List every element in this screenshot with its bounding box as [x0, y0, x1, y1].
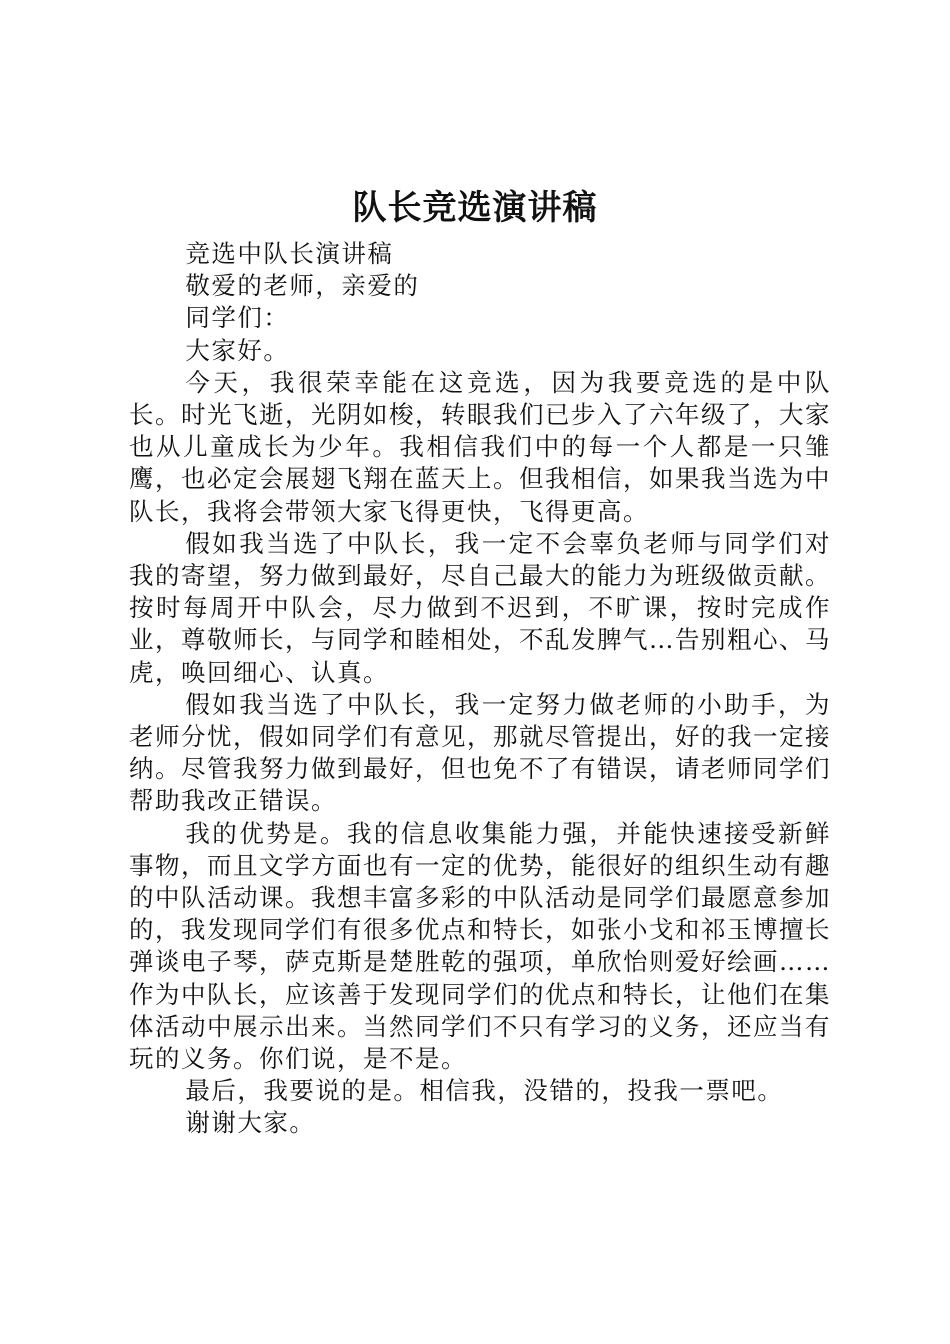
- paragraph-thanks: 谢谢大家。: [185, 1108, 316, 1138]
- paragraph-intro: 今天，我很荣幸能在这竞选，因为我要竞选的是中队长。时光飞逝，光阴如梭，转眼我们已步入了六年级了，大家也从儿童成长为少年。我相信我们中的每一个人都是一只雏鹰，也必定会展翅飞翔在蓝天上。但我相信，如果我当选为中队长，我将会带领大家飞得更快，飞得更高。: [129, 367, 831, 526]
- paragraph-subtitle: 竞选中队长演讲稿: [185, 239, 394, 268]
- paragraph-closing: 最后，我要说的是。相信我，没错的，投我一票吧。: [185, 1076, 784, 1106]
- paragraph-strengths: 我的优势是。我的信息收集能力强，并能快速接受新鲜事物，而且文学方面也有一定的优势，能很好的组织生动有趣的中队活动课。我想丰富多彩的中队活动是同学们最愿意参加的，我发现同学们有很多优点和特长，如张小戈和祁玉博擅长弹谈电子琴，萨克斯是楚胜乾的强项，单欣怡则爱好绘画……作为中队长，应该善于发现同学们的优点和特长，让他们在集体活动中展示出来。当然同学们不只有学习的义务，还应当有玩的义务。你们说，是不是。: [129, 818, 831, 1074]
- paragraph-salutation-cont: 同学们：: [185, 303, 290, 333]
- document-body: [129, 238, 831, 1140]
- paragraph-helper: 假如我当选了中队长，我一定努力做老师的小助手，为老师分忧，假如同学们有意见，那就尽管提出，好的我一定接纳。尽管我努力做到最好，但也免不了有错误，请老师同学们帮助我改正错误。: [129, 689, 831, 816]
- paragraph-salutation: 敬爱的老师，亲爱的: [185, 271, 420, 301]
- paragraph-promise: 假如我当选了中队长，我一定不会辜负老师与同学们对我的寄望，努力做到最好，尽自己最大的能力为班级做贡献。按时每周开中队会，尽力做到不迟到，不旷课，按时完成作业，尊敬师长，与同学和睦相处，不乱发脾气…告别粗心、马虎，唤回细心、认真。: [129, 528, 831, 687]
- document-title: 队长竞选演讲稿: [352, 188, 598, 228]
- paragraph-greeting: 大家好。: [185, 335, 290, 365]
